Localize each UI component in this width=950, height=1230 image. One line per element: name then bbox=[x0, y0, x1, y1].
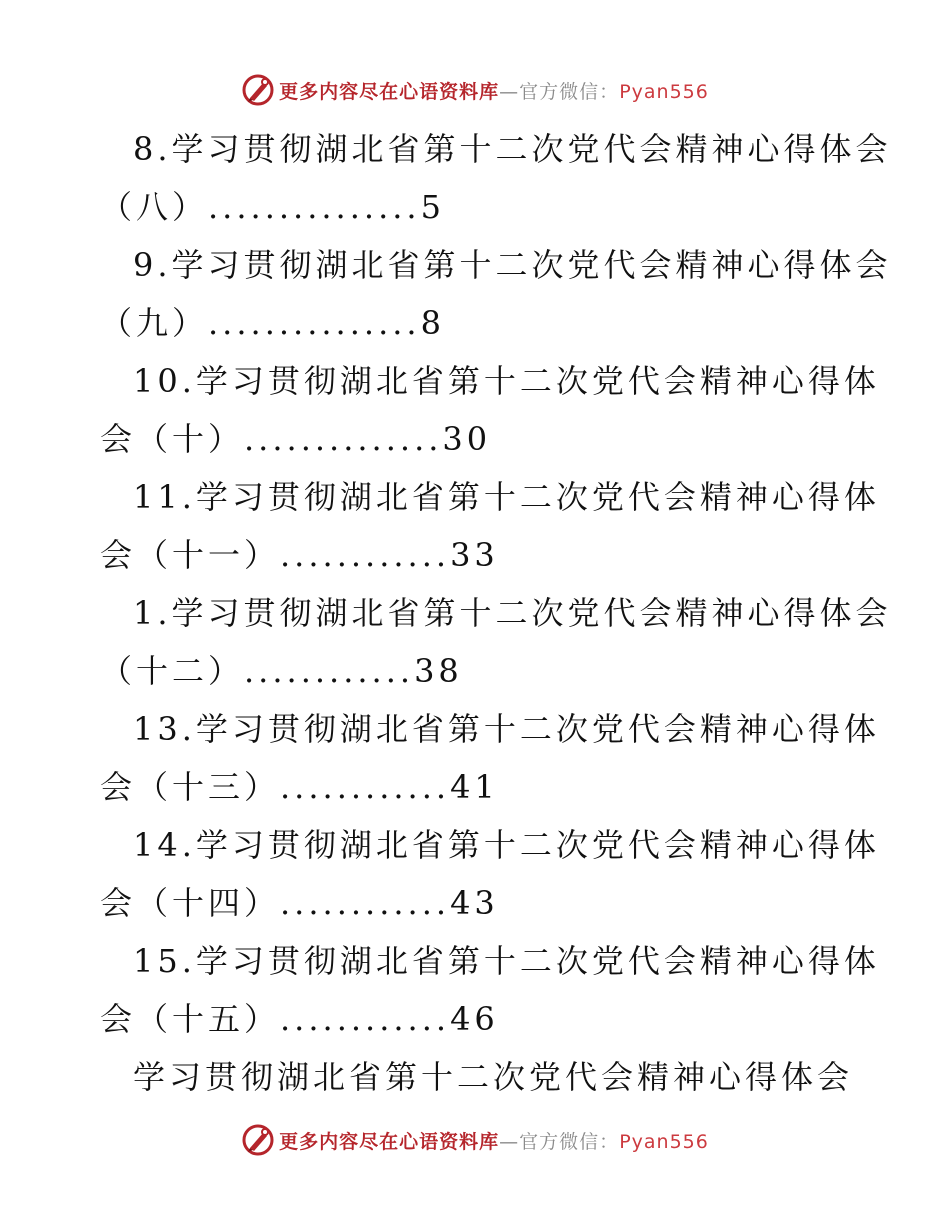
toc-entry-9-line1: 9.学习贯彻湖北省第十二次党代会精神心得体会 bbox=[133, 246, 892, 284]
toc-entry-10-line1: 10.学习贯彻湖北省第十二次党代会精神心得体 bbox=[133, 362, 880, 400]
pen-logo-icon bbox=[241, 73, 275, 107]
toc-entry-11-line2: 会（十一）............33 bbox=[100, 536, 499, 574]
toc-entry-14-line1: 14.学习贯彻湖北省第十二次党代会精神心得体 bbox=[133, 826, 880, 864]
toc-entry-14-line2: 会（十四）............43 bbox=[100, 884, 499, 922]
footer-brand: 更多内容尽在心语资料库 bbox=[279, 1130, 500, 1153]
footer-label: 官方微信： bbox=[519, 1130, 620, 1153]
header-separator: — bbox=[499, 80, 520, 103]
header-banner-text bbox=[279, 77, 709, 104]
footer-wechat-id: Pyan556 bbox=[619, 1130, 709, 1153]
toc-entry-13-line2: 会（十三）............41 bbox=[100, 768, 499, 806]
toc-entry-13-line1: 13.学习贯彻湖北省第十二次党代会精神心得体 bbox=[133, 710, 880, 748]
footer-banner-text bbox=[279, 1127, 709, 1154]
header-label: 官方微信： bbox=[519, 80, 620, 103]
header-banner bbox=[0, 70, 950, 110]
toc-entry-9-line2: （九）...............8 bbox=[100, 304, 445, 342]
toc-entry-10-line2: 会（十）..............30 bbox=[100, 420, 492, 458]
toc-entry-11-line1: 11.学习贯彻湖北省第十二次党代会精神心得体 bbox=[133, 478, 880, 516]
closing-title: 学习贯彻湖北省第十二次党代会精神心得体会 bbox=[133, 1058, 854, 1096]
footer-banner bbox=[0, 1120, 950, 1160]
pen-logo-icon bbox=[241, 1123, 275, 1157]
footer-separator: — bbox=[499, 1130, 520, 1153]
toc-entry-8-line1: 8.学习贯彻湖北省第十二次党代会精神心得体会 bbox=[133, 130, 892, 168]
toc-entry-12-line1: 1.学习贯彻湖北省第十二次党代会精神心得体会 bbox=[133, 594, 892, 632]
header-wechat-id: Pyan556 bbox=[619, 80, 709, 103]
toc-entry-15-line2: 会（十五）............46 bbox=[100, 1000, 499, 1038]
toc-entry-12-line2: （十二）............38 bbox=[100, 652, 463, 690]
toc-entry-8-line2: （八）...............5 bbox=[100, 188, 445, 226]
header-brand: 更多内容尽在心语资料库 bbox=[279, 80, 500, 103]
toc-entry-15-line1: 15.学习贯彻湖北省第十二次党代会精神心得体 bbox=[133, 942, 880, 980]
